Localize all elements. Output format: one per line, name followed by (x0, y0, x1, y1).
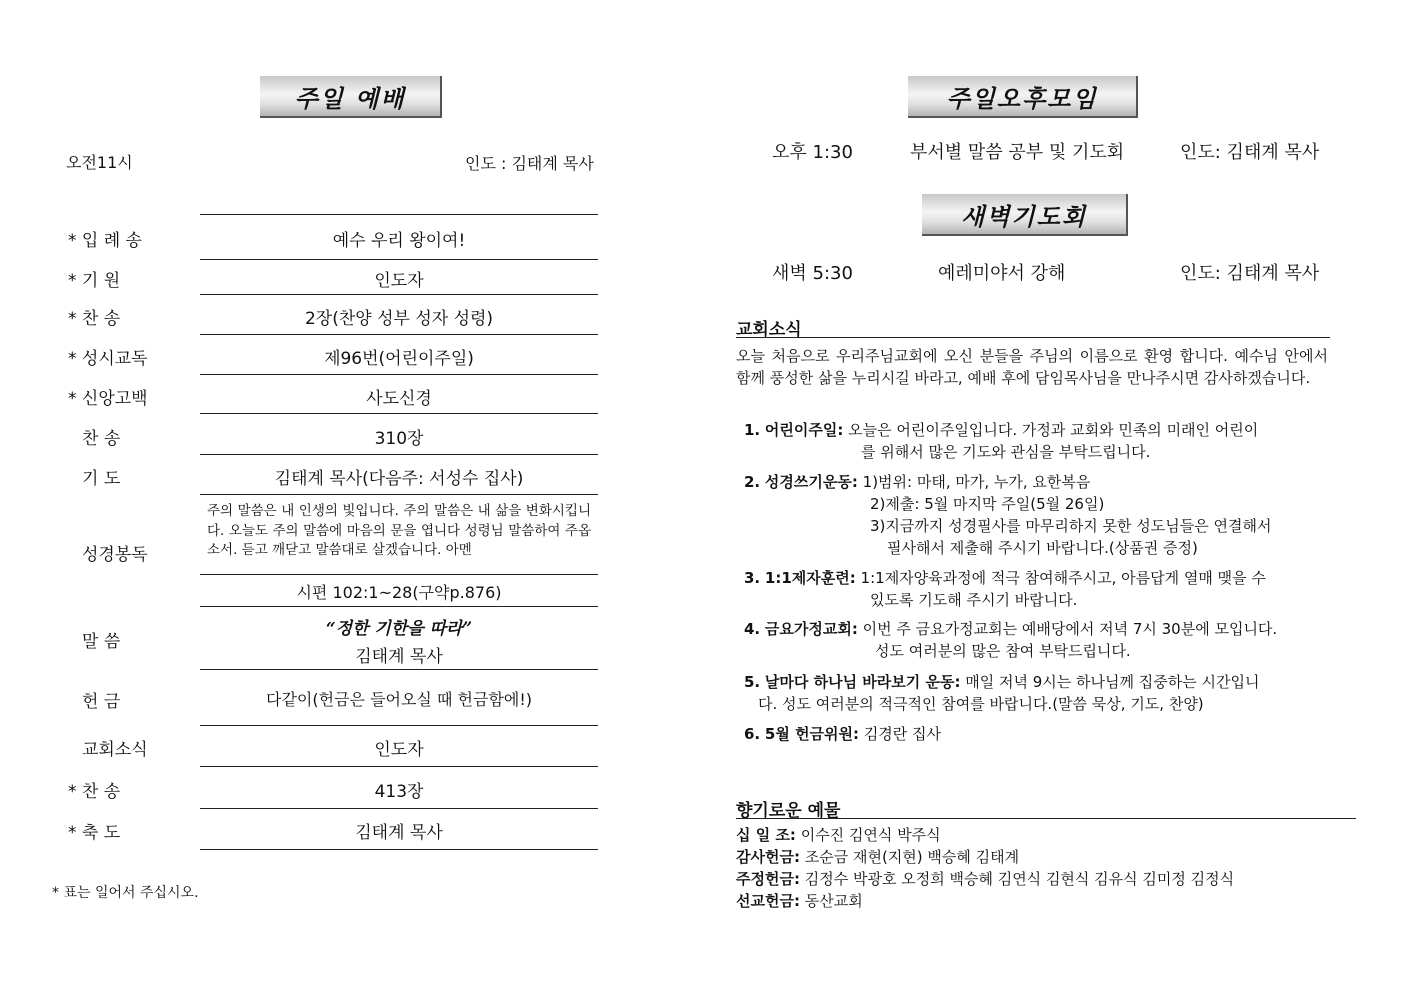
offering-line: 감사헌금: 조순금 재현(지현) 백승혜 김태계 (736, 848, 1020, 866)
dawn-title: 새벽기도회 (961, 202, 1087, 231)
order-label: * 기 원 (68, 271, 121, 291)
order-value: 사도신경 (366, 389, 432, 409)
order-label: 교회소식 (82, 740, 148, 760)
afternoon-time: 오후 1:30 (772, 142, 853, 163)
news-intro: 오늘 처음으로 우리주님교회에 오신 분들을 주님의 이름으로 환영 합니다. 예수님 안에서 함께 풍성한 삶을 누리시길 바라고, 예배 후에 담임목사님을 만나주시면 감사하겠습니다. (736, 347, 1328, 387)
order-value: 예수 우리 왕이여! (332, 231, 466, 251)
offering-line: 십 일 조: 이수진 김연식 박주식 (736, 826, 941, 844)
reading-label: 성경봉독 (82, 545, 148, 565)
worship-title: 주일 예배 (294, 84, 406, 113)
order-value: 인도자 (374, 271, 424, 291)
order-label: * 성시교독 (68, 349, 148, 369)
order-value: 김태계 목사(다음주: 서성수 집사) (274, 469, 524, 489)
worship-time: 오전11시 (66, 153, 133, 172)
offering-title: 향기로운 예물 (736, 801, 841, 821)
sermon-title: “정한 기한을 따라” (325, 619, 473, 639)
offering-line: 주정헌금: 김정수 박광호 오정희 백승혜 김연식 김현식 김유식 김미정 김정식 (736, 870, 1235, 888)
offering-line: 선교헌금: 동산교회 (736, 892, 863, 910)
order-label: 찬 송 (82, 429, 121, 449)
order-label: * 입 례 송 (68, 231, 142, 251)
order-value: 인도자 (374, 740, 424, 760)
dawn-desc: 예레미야서 강해 (938, 263, 1066, 284)
dawn-time: 새벽 5:30 (772, 263, 853, 284)
sermon-label: 말 씀 (82, 632, 121, 652)
afternoon-desc: 부서별 말씀 공부 및 기도회 (910, 142, 1125, 163)
order-value: 2장(찬양 성부 성자 성령) (304, 309, 494, 329)
afternoon-title: 주일오후모임 (946, 84, 1098, 113)
order-value: 김태계 목사 (355, 823, 443, 843)
order-label: * 찬 송 (68, 782, 121, 802)
reading-text: 주의 말씀은 내 인생의 빛입니다. 주의 말씀은 내 삶을 변화시킵니다. 오늘도 주의 말씀에 마음의 문을 엽니다 성령님 말씀하여 주옵소서. 듣고 깨닫고 말씀대로 살겠습니다. 아멘 (207, 503, 591, 558)
worship-title-box (260, 76, 442, 118)
reading-reference: 시편 102:1~28(구약p.876) (296, 583, 502, 602)
order-label: 헌 금 (82, 692, 121, 712)
order-value: 다같이(헌금은 들어오실 때 헌금함에!) (266, 690, 532, 709)
order-value: 413장 (374, 782, 424, 802)
dawn-leader: 인도: 김태계 목사 (1180, 263, 1320, 284)
order-value: 310장 (374, 429, 424, 449)
order-label: * 축 도 (68, 823, 121, 843)
news-title: 교회소식 (736, 320, 802, 340)
afternoon-leader: 인도: 김태계 목사 (1180, 142, 1320, 163)
sermon-preacher: 김태계 목사 (355, 647, 443, 667)
order-value: 제96번(어린이주일) (324, 349, 474, 369)
order-label: * 신앙고백 (68, 389, 148, 409)
worship-leader: 인도 : 김태계 목사 (465, 154, 594, 173)
afternoon-title-box (908, 76, 1138, 118)
order-label: 기 도 (82, 469, 121, 489)
standing-footnote: * 표는 일어서 주십시오. (52, 885, 199, 901)
order-label: * 찬 송 (68, 309, 121, 329)
dawn-title-box (922, 194, 1128, 236)
